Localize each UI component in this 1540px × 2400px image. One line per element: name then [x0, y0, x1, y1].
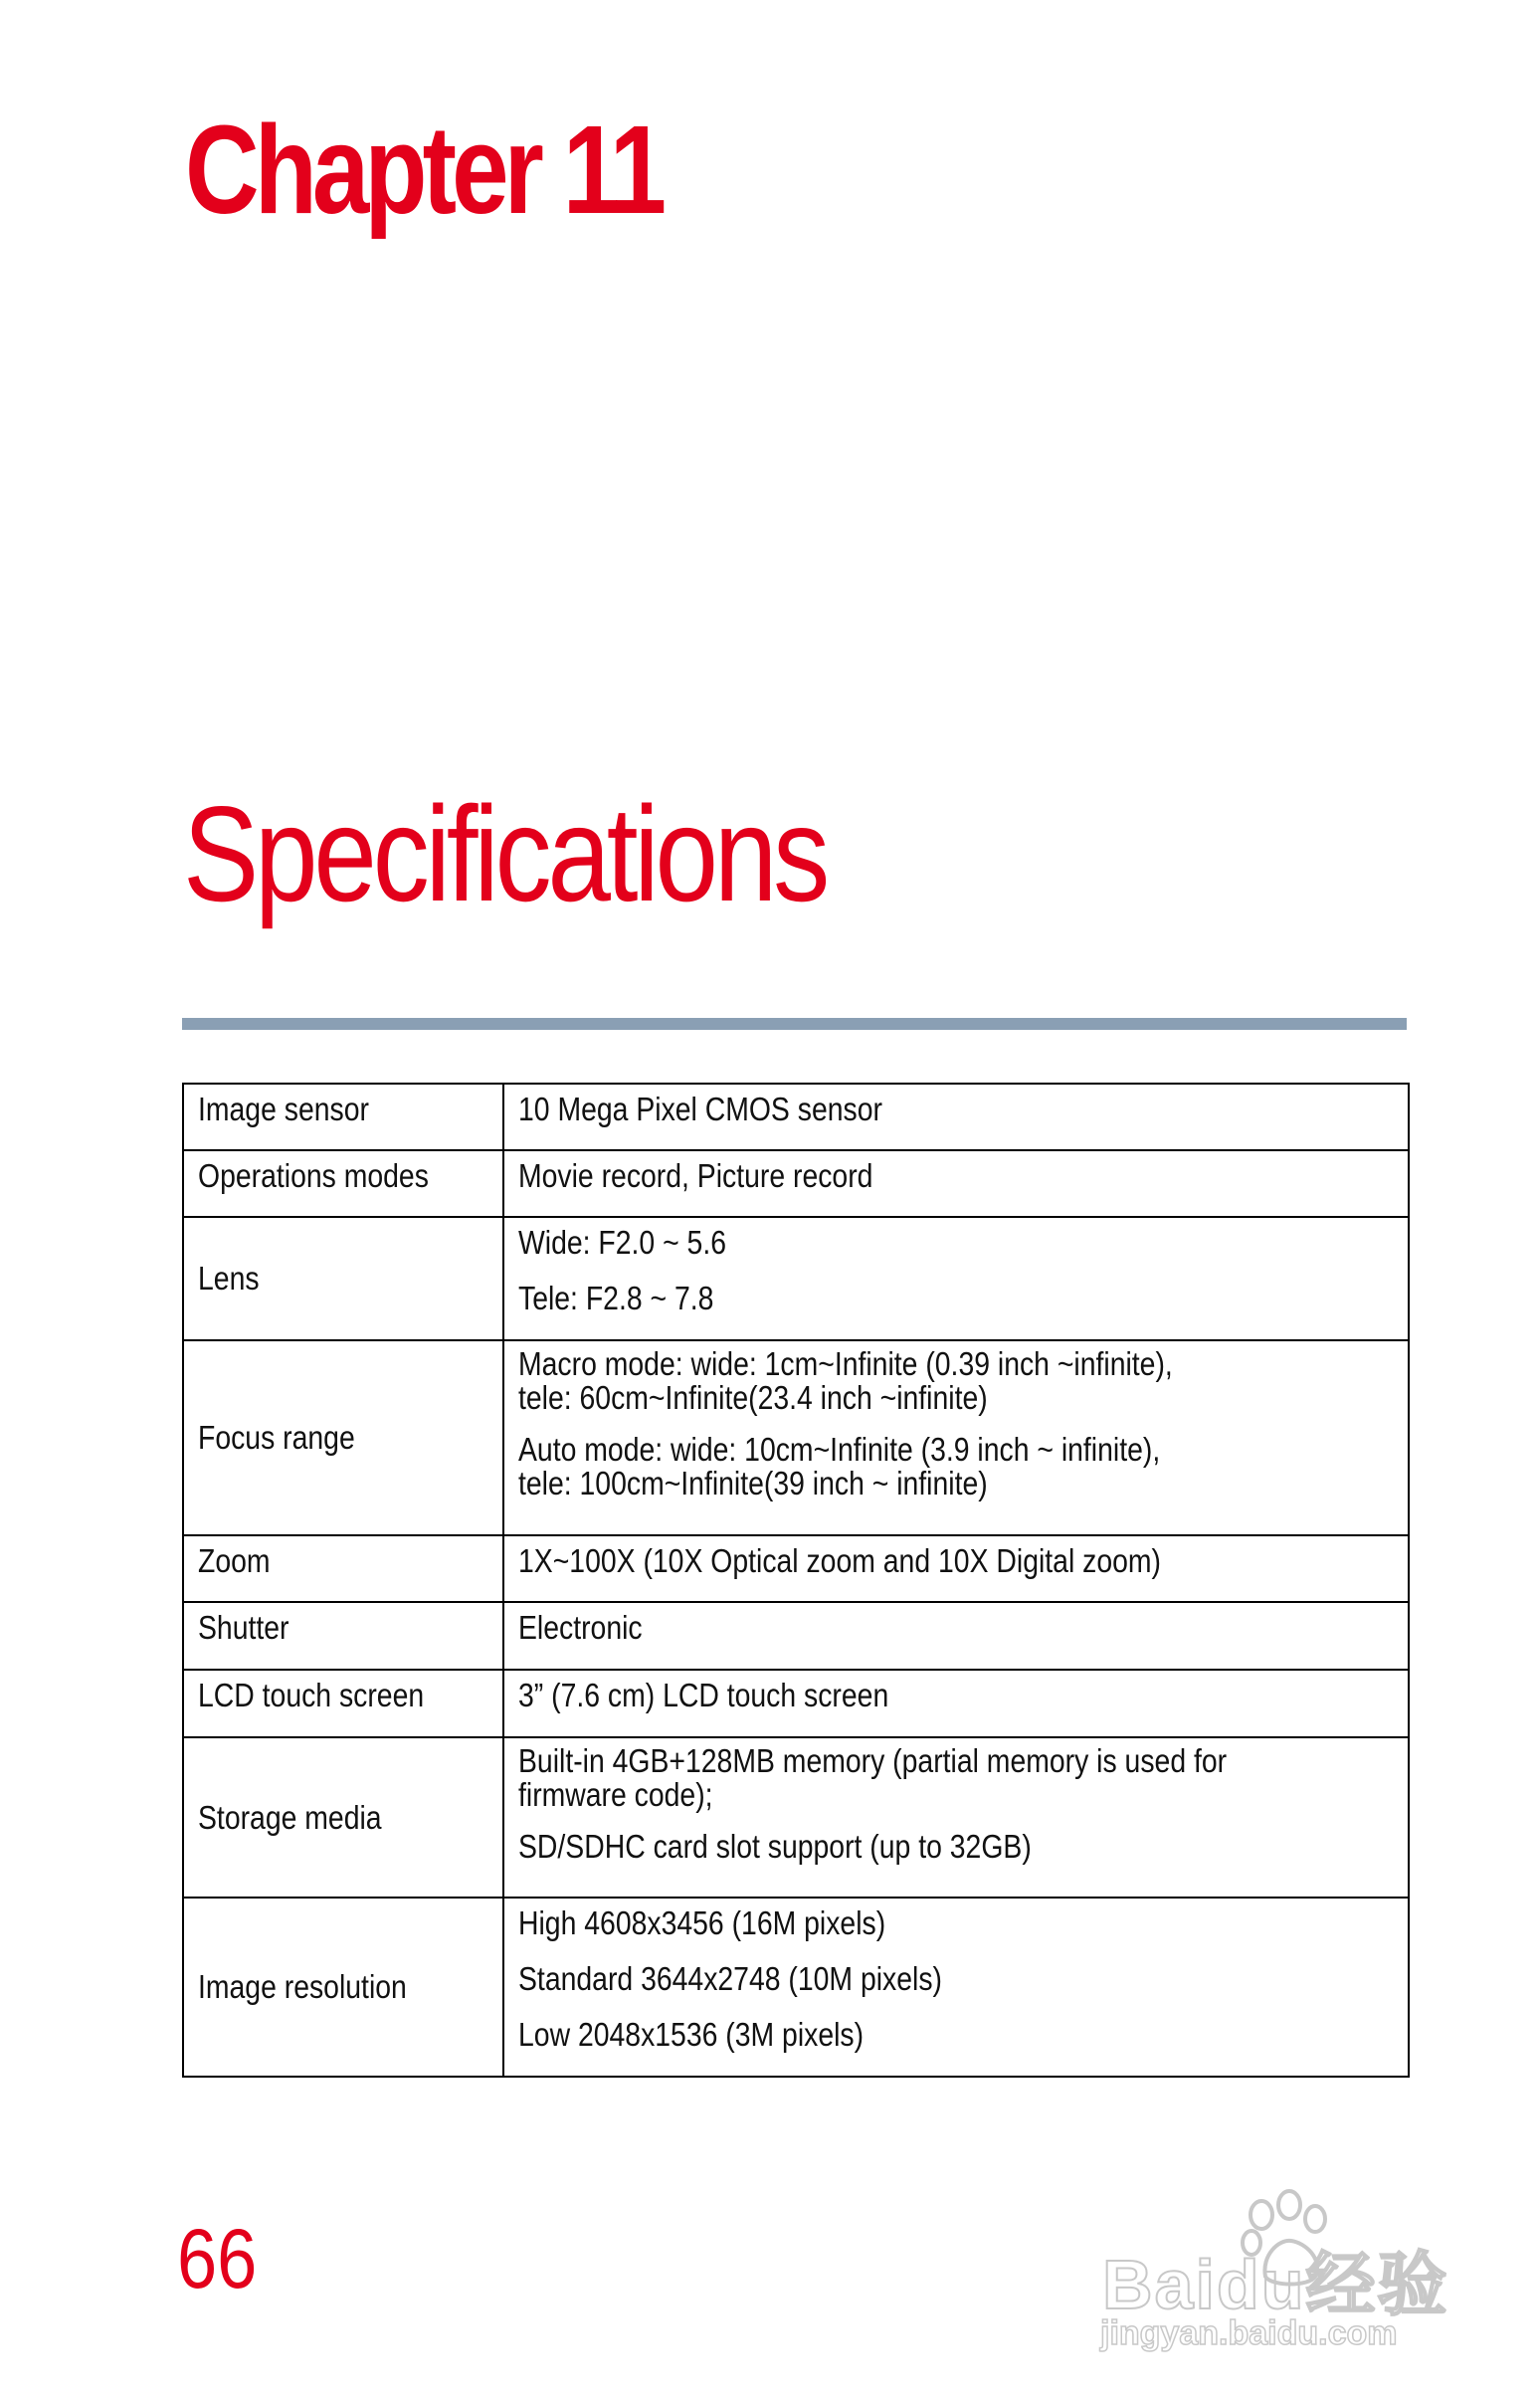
- spec-value: 3” (7.6 cm) LCD touch screen: [503, 1670, 1409, 1737]
- spec-value-line: Built-in 4GB+128MB memory (partial memory is used for firmware code);: [518, 1742, 1228, 1813]
- spec-value: [503, 1898, 1409, 2077]
- spec-value: [503, 1340, 1409, 1535]
- spec-value-line: Wide: F2.0 ~ 5.6: [518, 1224, 727, 1261]
- spec-value-line: SD/SDHC card slot support (up to 32GB): [518, 1828, 1032, 1865]
- spec-label: Focus range: [183, 1340, 503, 1535]
- specifications-table: [182, 1083, 1410, 2078]
- table-row: [183, 1217, 1409, 1340]
- spec-label: Shutter: [183, 1602, 503, 1670]
- table-row: [183, 1898, 1409, 2077]
- table-row: [183, 1737, 1409, 1898]
- spec-value-line: Auto mode: wide: 10cm~Infinite (3.9 inch ~ infinite), tele: 100cm~Infinite(39 inch ~ infinite): [518, 1431, 1161, 1501]
- spec-label: Lens: [183, 1217, 503, 1340]
- watermark-url: jingyan.baidu.com: [1100, 2314, 1398, 2352]
- page-number: 66: [177, 2212, 258, 2305]
- spec-value: [503, 1737, 1409, 1898]
- spec-value-line: High 4608x3456 (16M pixels): [518, 1904, 886, 1941]
- spec-label: Image resolution: [183, 1898, 503, 2077]
- table-row: [183, 1084, 1409, 1150]
- watermark-brand: Baidu经验: [1102, 2246, 1449, 2323]
- table-row: [183, 1150, 1409, 1217]
- spec-label: Zoom: [183, 1535, 503, 1602]
- baidu-jingyan-watermark: [1094, 2185, 1462, 2364]
- page-title: Specifications: [183, 778, 827, 929]
- spec-label: Storage media: [183, 1737, 503, 1898]
- spec-value-line: Macro mode: wide: 1cm~Infinite (0.39 inch ~infinite), tele: 60cm~Infinite(23.4 inch ~infinite): [518, 1345, 1173, 1416]
- spec-value: Electronic: [503, 1602, 1409, 1670]
- chapter-heading: Chapter 11: [185, 100, 663, 240]
- spec-label: Operations modes: [183, 1150, 503, 1217]
- table-row: [183, 1670, 1409, 1737]
- table-row: [183, 1602, 1409, 1670]
- spec-label: Image sensor: [183, 1084, 503, 1150]
- section-divider: [182, 1018, 1407, 1030]
- table-row: [183, 1535, 1409, 1602]
- spec-value: 1X~100X (10X Optical zoom and 10X Digital zoom): [503, 1535, 1409, 1602]
- spec-value: 10 Mega Pixel CMOS sensor: [503, 1084, 1409, 1150]
- spec-label: LCD touch screen: [183, 1670, 503, 1737]
- spec-value: Movie record, Picture record: [503, 1150, 1409, 1217]
- table-row: [183, 1340, 1409, 1535]
- spec-value-line: Low 2048x1536 (3M pixels): [518, 2016, 865, 2053]
- spec-value: [503, 1217, 1409, 1340]
- spec-value-line: Standard 3644x2748 (10M pixels): [518, 1960, 942, 1997]
- spec-value-line: Tele: F2.8 ~ 7.8: [518, 1280, 714, 1316]
